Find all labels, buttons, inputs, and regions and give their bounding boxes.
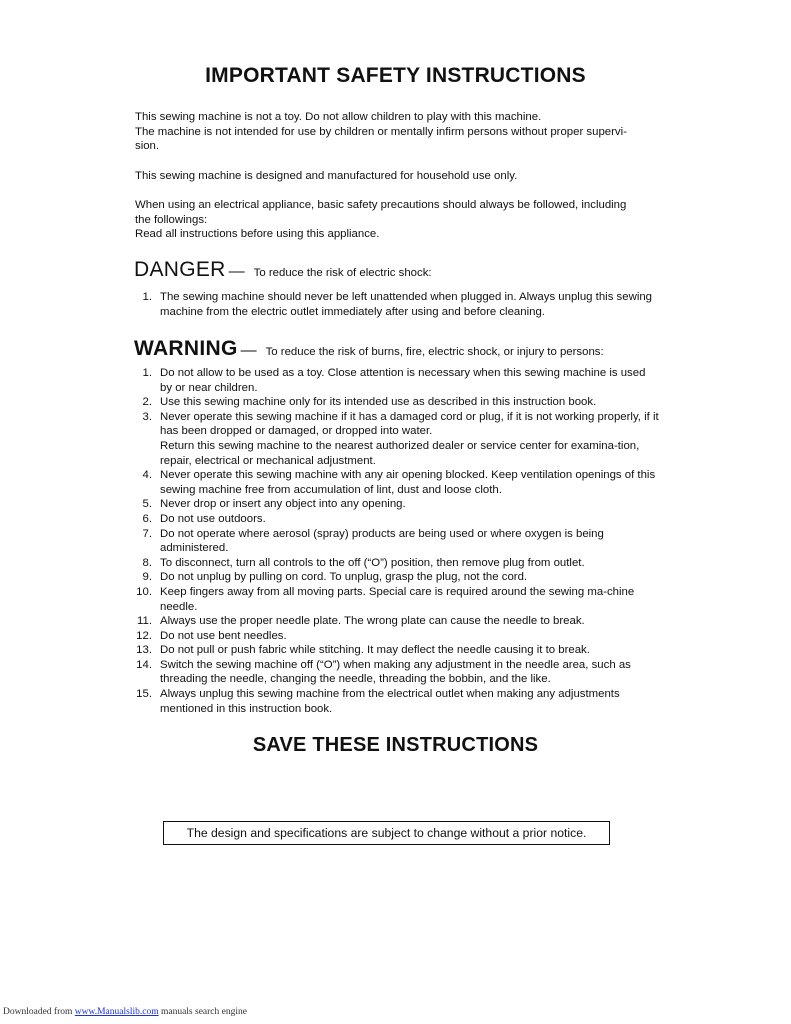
item-number: 2. <box>142 396 152 409</box>
intro-line: This sewing machine is not a toy. Do not allow children to play with this machine. <box>135 111 542 123</box>
item-number: 15. <box>136 688 152 701</box>
list-item <box>135 497 660 512</box>
list-item <box>135 410 660 468</box>
item-text: Use this sewing machine only for its intended use as described in this instruction book. <box>160 396 597 409</box>
item-number: 6. <box>142 512 152 525</box>
item-number: 8. <box>142 556 152 569</box>
warning-heading <box>134 337 604 361</box>
list-item <box>135 687 660 716</box>
item-text: Always unplug this sewing machine from the electrical outlet when making any adjustments mentioned in this instruction book. <box>160 688 620 715</box>
save-instructions-heading: SAVE THESE INSTRUCTIONS <box>252 734 539 756</box>
list-item <box>135 290 660 319</box>
item-number: 5. <box>142 498 152 511</box>
warning-dash: — <box>240 342 257 359</box>
item-number: 10. <box>136 585 152 598</box>
warning-word: WARNING <box>134 337 238 360</box>
item-number: 12. <box>136 629 152 642</box>
item-number: 14. <box>136 658 152 671</box>
item-number: 13. <box>136 644 152 657</box>
list-item <box>135 395 660 410</box>
item-text: Do not unplug by pulling on cord. To unplug, grasp the plug, not the cord. <box>160 571 528 584</box>
intro-line: Read all instructions before using this appliance. <box>135 228 380 241</box>
item-text: Keep fingers away from all moving parts. Special care is required around the sewing ma-chine needle. <box>160 585 635 613</box>
list-item <box>135 512 660 527</box>
list-item <box>135 366 660 395</box>
item-number: 11. <box>137 615 152 628</box>
item-number: 7. <box>142 527 152 540</box>
intro-paragraph-2: This sewing machine is designed and manufactured for household use only. <box>135 170 518 182</box>
list-item <box>135 658 660 687</box>
list-item <box>135 643 660 658</box>
warning-text: To reduce the risk of burns, fire, electric shock, or injury to persons: <box>265 346 604 358</box>
list-item <box>135 629 660 644</box>
list-item <box>135 585 660 614</box>
danger-list <box>135 290 660 319</box>
item-number: 1. <box>142 291 152 303</box>
item-number: 3. <box>142 410 152 423</box>
item-text: The sewing machine should never be left unattended when plugged in. Always unplug this sewing machine from the electric outlet immediately after using and before cleaning. <box>160 291 653 318</box>
intro-line: the followings: <box>135 213 208 226</box>
item-number: 4. <box>142 469 152 482</box>
item-number: 9. <box>142 571 152 584</box>
list-item <box>135 527 660 556</box>
manualslib-link[interactable]: www.Manualslib.com <box>74 1007 159 1017</box>
intro-line: The machine is not intended for use by children or mentally infirm persons without proper supervi- <box>135 125 627 138</box>
item-text: Do not use outdoors. <box>160 512 266 525</box>
intro-paragraph-3 <box>135 198 665 242</box>
item-text: To disconnect, turn all controls to the off (“O”) position, then remove plug from outlet. <box>160 556 585 569</box>
list-item <box>135 468 660 497</box>
list-item <box>135 614 660 629</box>
intro-paragraph-1 <box>135 110 665 154</box>
footer <box>3 1007 247 1017</box>
warning-list <box>135 366 660 716</box>
item-text: Never drop or insert any object into any opening. <box>160 498 406 511</box>
list-item <box>135 556 660 571</box>
notice-box: The design and specifications are subject to change without a prior notice. <box>163 821 610 845</box>
danger-heading <box>134 258 432 282</box>
intro-line: When using an electrical appliance, basic safety precautions should always be followed, including <box>135 199 627 211</box>
item-text: Always use the proper needle plate. The wrong plate can cause the needle to break. <box>160 615 585 628</box>
item-text: Never operate this sewing machine if it has a damaged cord or plug, if it is not working properly, if it has been dropped or damaged, or dropped into water. <box>160 410 659 438</box>
danger-word: DANGER <box>134 258 226 281</box>
item-text: Never operate this sewing machine with any air opening blocked. Keep ventilation openings of this sewing machine free from accumulation of lint, dust and loose cloth. <box>160 469 656 496</box>
intro-line: sion. <box>135 140 160 153</box>
item-text: Switch the sewing machine off (“O”) when making any adjustment in the needle area, such as threading the needle, changing the needle, threading the bobbin, and the like. <box>160 658 631 686</box>
page-title: IMPORTANT SAFETY INSTRUCTIONS <box>205 64 586 87</box>
item-text: Do not allow to be used as a toy. Close attention is necessary when this sewing machine is used by or near children. <box>160 367 646 394</box>
item-number: 1. <box>142 367 152 379</box>
danger-text: To reduce the risk of electric shock: <box>253 267 432 279</box>
danger-dash: — <box>228 263 245 280</box>
item-extra-text: Return this sewing machine to the nearest authorized dealer or service center for examina-tion, repair, electrical or mechanical adjustment. <box>160 439 640 467</box>
footer-suffix: manuals search engine <box>160 1007 247 1017</box>
footer-prefix: Downloaded from <box>3 1007 73 1017</box>
item-text: Do not operate where aerosol (spray) products are being used or where oxygen is being administered. <box>160 527 604 555</box>
item-text: Do not pull or push fabric while stitching. It may deflect the needle causing it to break. <box>160 644 590 657</box>
list-item <box>135 570 660 585</box>
item-text: Do not use bent needles. <box>160 629 287 642</box>
